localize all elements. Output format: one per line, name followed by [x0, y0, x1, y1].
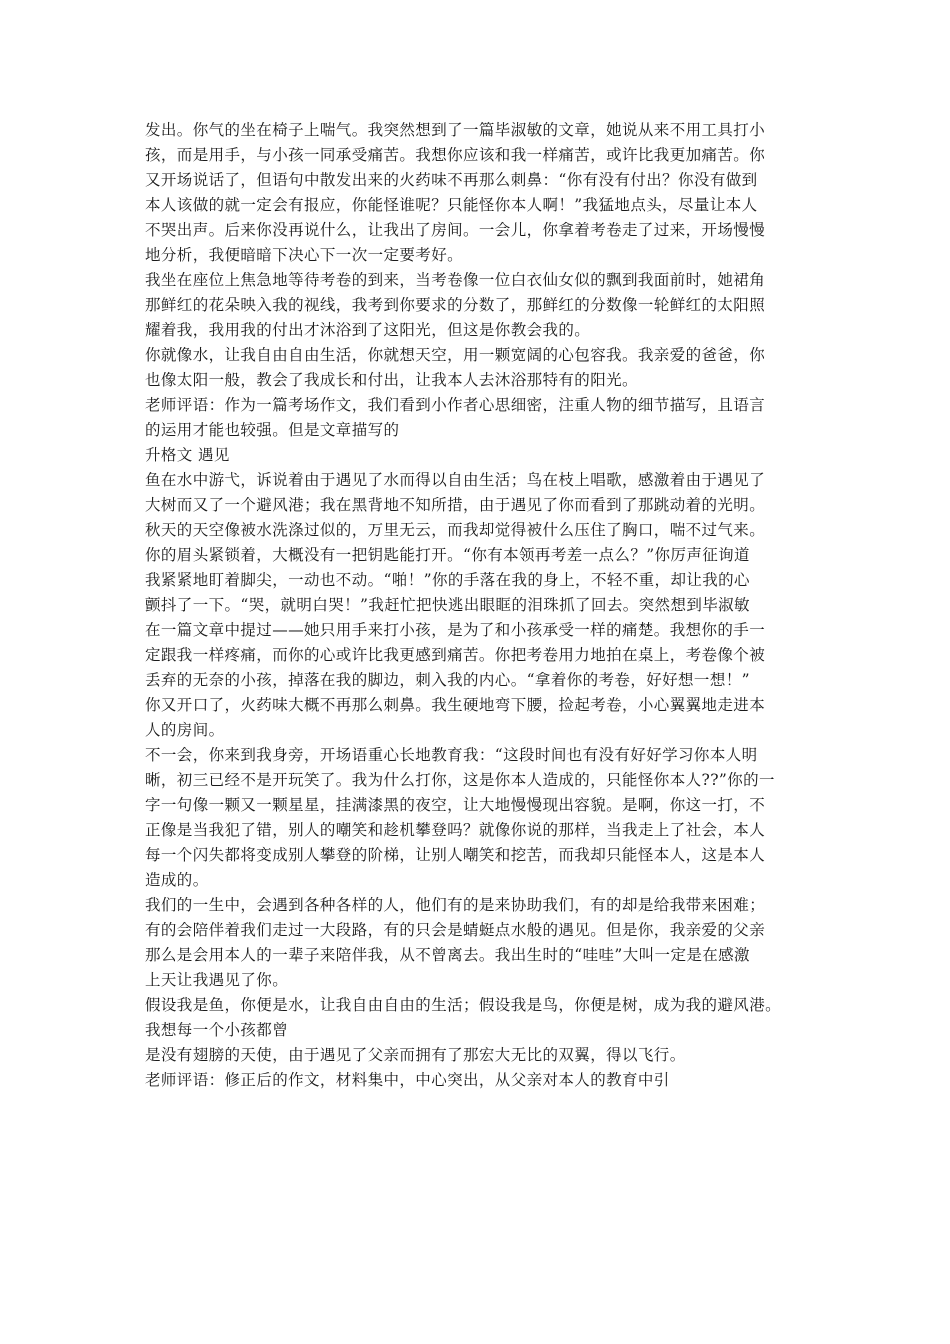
text-line: 鱼在水中游弋，诉说着由于遇见了水而得以自由生活；鸟在枝上唱歌，感激着由于遇见了 [145, 471, 766, 489]
text-line: 字一句像一颗又一颗星星，挂满漆黑的夜空，让大地慢慢现出容貌。是啊，你这一打，不 [145, 796, 766, 814]
text-line: 造成的。 [145, 871, 209, 889]
text-line: 我坐在座位上焦急地等待考卷的到来，当考卷像一位白衣仙女似的飘到我面前时，她裙角 [145, 271, 766, 289]
text-line: 也像太阳一般，教会了我成长和付出，让我本人去沐浴那特有的阳光。 [145, 371, 638, 389]
text-line: 颤抖了一下。“哭，就明白哭！”我赶忙把快逃出眼眶的泪珠抓了回去。突然想到毕淑敏 [145, 596, 750, 614]
text-line: 定跟我一样疼痛，而你的心或许比我更感到痛苦。你把考卷用力地拍在桌上，考卷像个被 [145, 646, 766, 664]
text-line: 我想每一个小孩都曾 [145, 1021, 289, 1039]
essay-text [145, 118, 825, 1093]
text-line: 晰，初三已经不是开玩笑了。我为什么打你，这是你本人造成的，只能怪你本人??”你的一 [145, 771, 775, 789]
teacher-comment-line: 老师评语：修正后的作文，材料集中，中心突出，从父亲对本人的教育中引 [145, 1071, 670, 1089]
text-line: 正像是当我犯了错，别人的嘲笑和趁机攀登吗？就像你说的那样，当我走上了社会，本人 [145, 821, 766, 839]
text-line: 你就像水，让我自由自由生活，你就想天空，用一颗宽阔的心包容我。我亲爱的爸爸，你 [145, 346, 766, 364]
text-line: 你的眉头紧锁着，大概没有一把钥匙能打开。“你有本领再考差一点么？”你厉声征询道 [145, 546, 750, 564]
text-line: 假设我是鱼，你便是水，让我自由自由的生活；假设我是鸟，你便是树，成为我的避风港。 [145, 996, 782, 1014]
text-line: 地分析，我便暗暗下决心下一次一定要考好。 [145, 246, 464, 264]
text-line: 不一会，你来到我身旁，开场语重心长地教育我：“这段时间也有没有好好学习你本人明 [145, 746, 758, 764]
text-line: 上天让我遇见了你。 [145, 971, 289, 989]
text-line: 有的会陪伴着我们走过一大段路，有的只会是蜻蜓点水般的遇见。但是你，我亲爱的父亲 [145, 921, 766, 939]
text-line: 丢弃的无奈的小孩，掉落在我的脚边，刺入我的内心。“拿着你的考卷，好好想一想！” [145, 671, 750, 689]
text-line: 又开场说话了，但语句中散发出来的火药味不再那么刺鼻：“你有没有付出？你没有做到 [145, 171, 758, 189]
text-line: 耀着我，我用我的付出才沐浴到了这阳光，但这是你教会我的。 [145, 321, 591, 339]
section-heading: 升格文 遇见 [145, 446, 230, 464]
text-line: 孩，而是用手，与小孩一同承受痛苦。我想你应该和我一样痛苦，或许比我更加痛苦。你 [145, 146, 766, 164]
text-line: 人的房间。 [145, 721, 225, 739]
text-line: 是没有翅膀的天使，由于遇见了父亲而拥有了那宏大无比的双翼，得以飞行。 [145, 1046, 686, 1064]
text-line: 你又开口了，火药味大概不再那么刺鼻。我生硬地弯下腰，捡起考卷，小心翼翼地走进本 [145, 696, 766, 714]
text-line: 我紧紧地盯着脚尖，一动也不动。“啪！”你的手落在我的身上，不轻不重，却让我的心 [145, 571, 750, 589]
text-line: 秋天的天空像被水洗涤过似的，万里无云，而我却觉得被什么压住了胸口，喘不过气来。 [145, 521, 766, 539]
text-line: 在一篇文章中提过——她只用手来打小孩，是为了和小孩承受一样的痛楚。我想你的手一 [145, 621, 766, 639]
text-line: 发出。你气的坐在椅子上喘气。我突然想到了一篇毕淑敏的文章，她说从来不用工具打小 [145, 121, 766, 139]
text-line: 本人该做的就一定会有报应，你能怪谁呢？只能怪你本人啊！”我猛地点头，尽量让本人 [145, 196, 758, 214]
text-line: 我们的一生中，会遇到各种各样的人，他们有的是来协助我们，有的却是给我带来困难； [145, 896, 766, 914]
teacher-comment-line: 老师评语：作为一篇考场作文，我们看到小作者心思细密，注重人物的细节描写，且语言 [145, 396, 766, 414]
text-line: 不哭出声。后来你没再说什么，让我出了房间。一会儿，你拿着考卷走了过来，开场慢慢 [145, 221, 766, 239]
teacher-comment-line: 的运用才能也较强。但是文章描写的 [145, 421, 400, 439]
text-line: 那鲜红的花朵映入我的视线，我考到你要求的分数了，那鲜红的分数像一轮鲜红的太阳照 [145, 296, 766, 314]
text-line: 大树而又了一个避风港；我在黑背地不知所措，由于遇见了你而看到了那跳动着的光明。 [145, 496, 766, 514]
text-line: 每一个闪失都将变成别人攀登的阶梯，让别人嘲笑和挖苦，而我却只能怪本人，这是本人 [145, 846, 766, 864]
text-line: 那么是会用本人的一辈子来陪伴我，从不曾离去。我出生时的“哇哇”大叫一定是在感激 [145, 946, 750, 964]
